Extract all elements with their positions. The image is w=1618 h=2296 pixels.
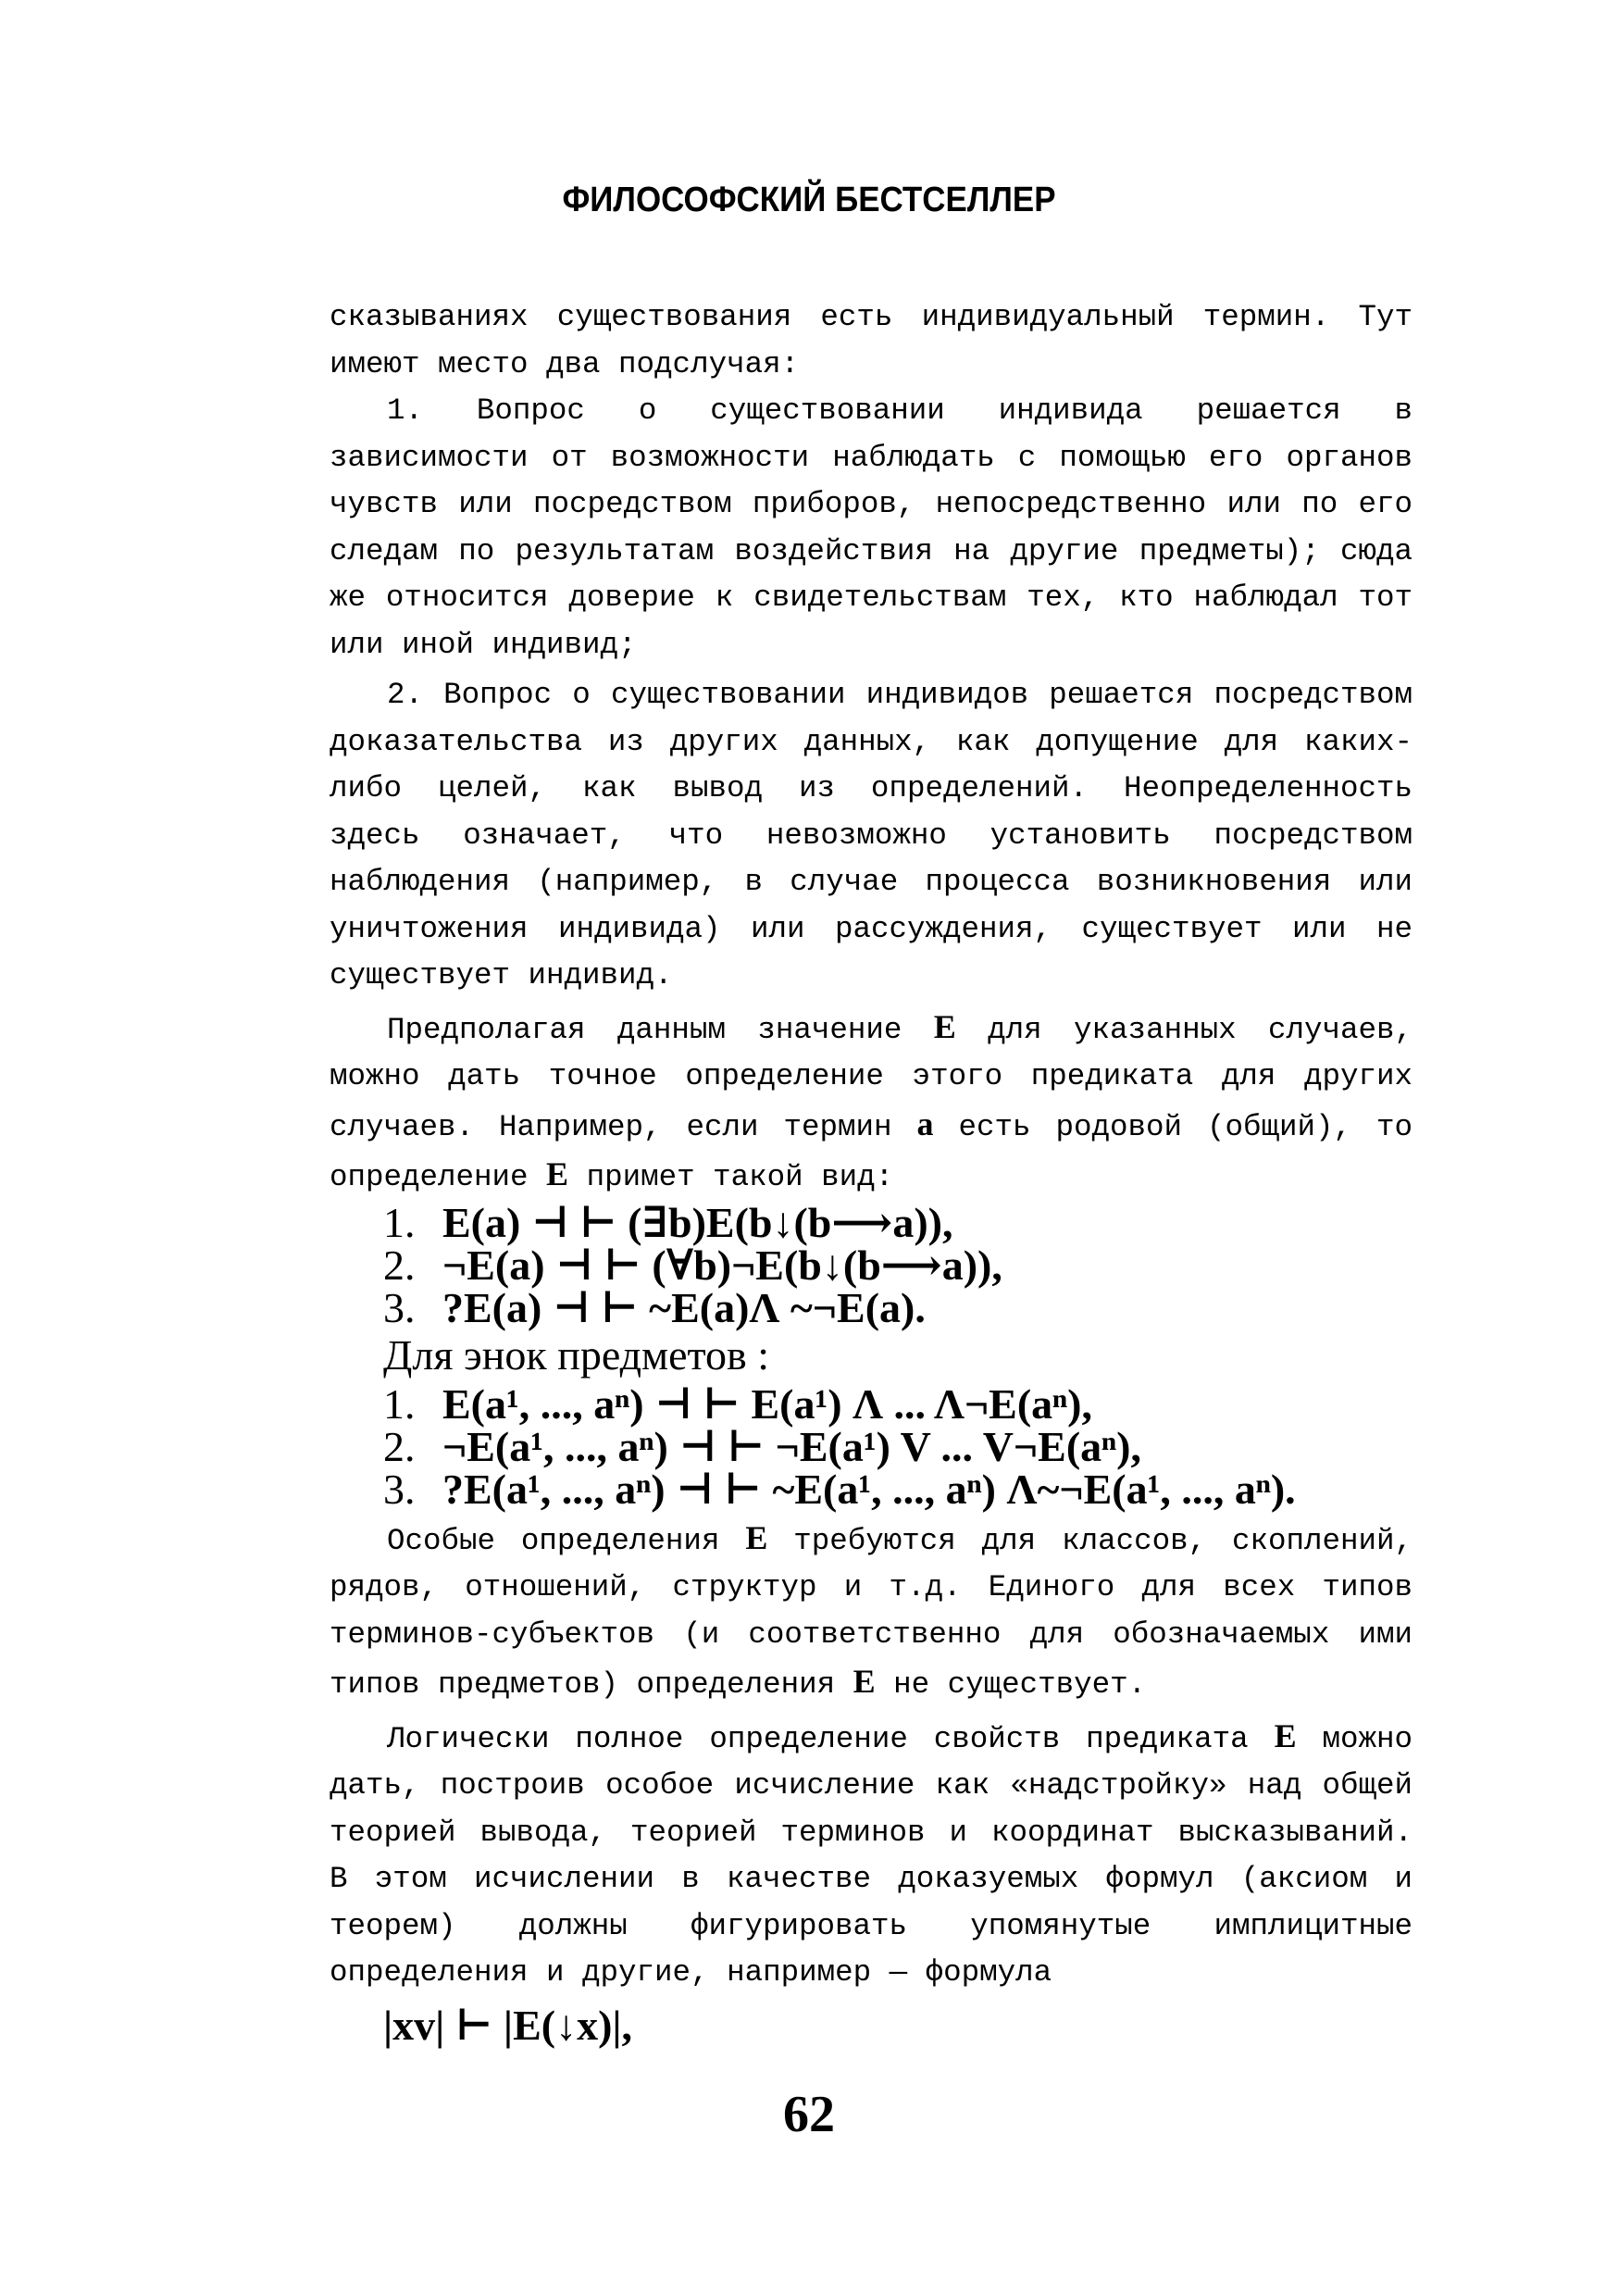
list-item-2: 2. Вопрос о существовании индивидов решается посредством доказательства из других данных, как допущение для каких-либо целей, как вывод из определений. Неопределенность здесь означает, что невозможно установить посредством наблюдения (например, в случае процесса возникновения или уничтожения индивида) или рассуждения, существует или не существует индивид. — [330, 678, 1413, 992]
predicate-symbol: E — [933, 1007, 956, 1045]
formula-block-general — [330, 1198, 1413, 1331]
list-item-1: 1. Вопрос о существовании индивида решается в зависимости от возможности наблюдать с помощью его органов чувств или посредством приборов, непосредственно или по его следам по результатам воздействия на другие предметы); сюда же относится доверие к свидетельствам тех, кто наблюдал тот или иной индивид; — [330, 393, 1413, 662]
formula-text: E(a) ⊣ ⊢ (∃b)E(b↓(b⟶a)), — [442, 1198, 953, 1246]
formula-text: ¬E(a¹, ..., aⁿ) ⊣ ⊢ ¬E(a¹) V ... V¬E(aⁿ), — [442, 1422, 1141, 1470]
text-run: Предполагая данным значение — [387, 1012, 934, 1047]
formula-number: 1. — [383, 1379, 416, 1428]
formula-caption: Для энок предметов : — [383, 1330, 770, 1379]
predicate-symbol: E — [853, 1663, 876, 1700]
formula-number: 2. — [383, 1241, 416, 1289]
text-run: Логически полное определение свойств предиката — [387, 1721, 1275, 1756]
paragraph: сказываниях существования есть индивидуальный термин. Тут имеют место два подслучая: — [330, 300, 1413, 381]
formula-line — [330, 1241, 1413, 1289]
text-run: требуются для классов, скоплений, рядов, отношений, структур и т.д. Единого для всех типов терминов-субъектов (и соответственно для обозначаемых ими типов предметов) определения — [330, 1523, 1413, 1702]
running-header: ФИЛОСОФСКИЙ БЕСТСЕЛЛЕР — [562, 181, 1056, 219]
formula-number: 3. — [383, 1283, 416, 1331]
formula-line — [330, 1379, 1413, 1428]
text-run: есть родовой (общий), то определение — [330, 1109, 1413, 1194]
paragraph — [330, 1713, 1413, 1997]
formula-block-n — [330, 1379, 1413, 1513]
formula-line — [330, 1283, 1413, 1331]
text-run: примет такой вид: — [568, 1160, 894, 1194]
term-symbol: a — [916, 1104, 934, 1142]
formula-number: 2. — [383, 1422, 416, 1470]
predicate-symbol: E — [745, 1518, 768, 1556]
text-run: можно дать, построив особое исчисление как «надстройку» над общей теорией вывода, теорией терминов и координат высказываний. В этом исчислении в качестве доказуемых формул (аксиом и теорем) должны фигурировать упомянутые имплицитные определения и другие, например — формула — [330, 1721, 1413, 1990]
formula-line — [330, 1422, 1413, 1470]
paragraph — [330, 1515, 1413, 1709]
final-formula: |xv| ⊢ |E(↓x)|, — [383, 2001, 633, 2049]
paragraph — [330, 1004, 1413, 1202]
text-run: Особые определения — [387, 1523, 746, 1558]
text-run: для указанных случаев, можно дать точное определение этого предиката для других случаев. Например, если термин — [330, 1012, 1413, 1144]
formula-line — [330, 1465, 1413, 1513]
text-run: не существует. — [875, 1667, 1147, 1702]
formula-number: 3. — [383, 1465, 416, 1513]
predicate-symbol: E — [1274, 1716, 1297, 1754]
formula-text: ?E(a) ⊣ ⊢ ~E(a)Λ ~¬E(a). — [442, 1283, 926, 1331]
formula-text: E(a¹, ..., aⁿ) ⊣ ⊢ E(a¹) Λ ... Λ¬E(aⁿ), — [442, 1379, 1092, 1428]
page-number: 62 — [783, 2086, 835, 2143]
formula-line — [330, 1198, 1413, 1246]
page-body — [330, 294, 1413, 2053]
predicate-symbol: E — [546, 1155, 569, 1192]
formula-text: ¬E(a) ⊣ ⊢ (∀b)¬E(b↓(b⟶a)), — [442, 1241, 1002, 1289]
formula-number: 1. — [383, 1198, 416, 1246]
formula-text: ?E(a¹, ..., aⁿ) ⊣ ⊢ ~E(a¹, ..., aⁿ) Λ~¬E(a¹, ..., aⁿ). — [442, 1465, 1296, 1513]
